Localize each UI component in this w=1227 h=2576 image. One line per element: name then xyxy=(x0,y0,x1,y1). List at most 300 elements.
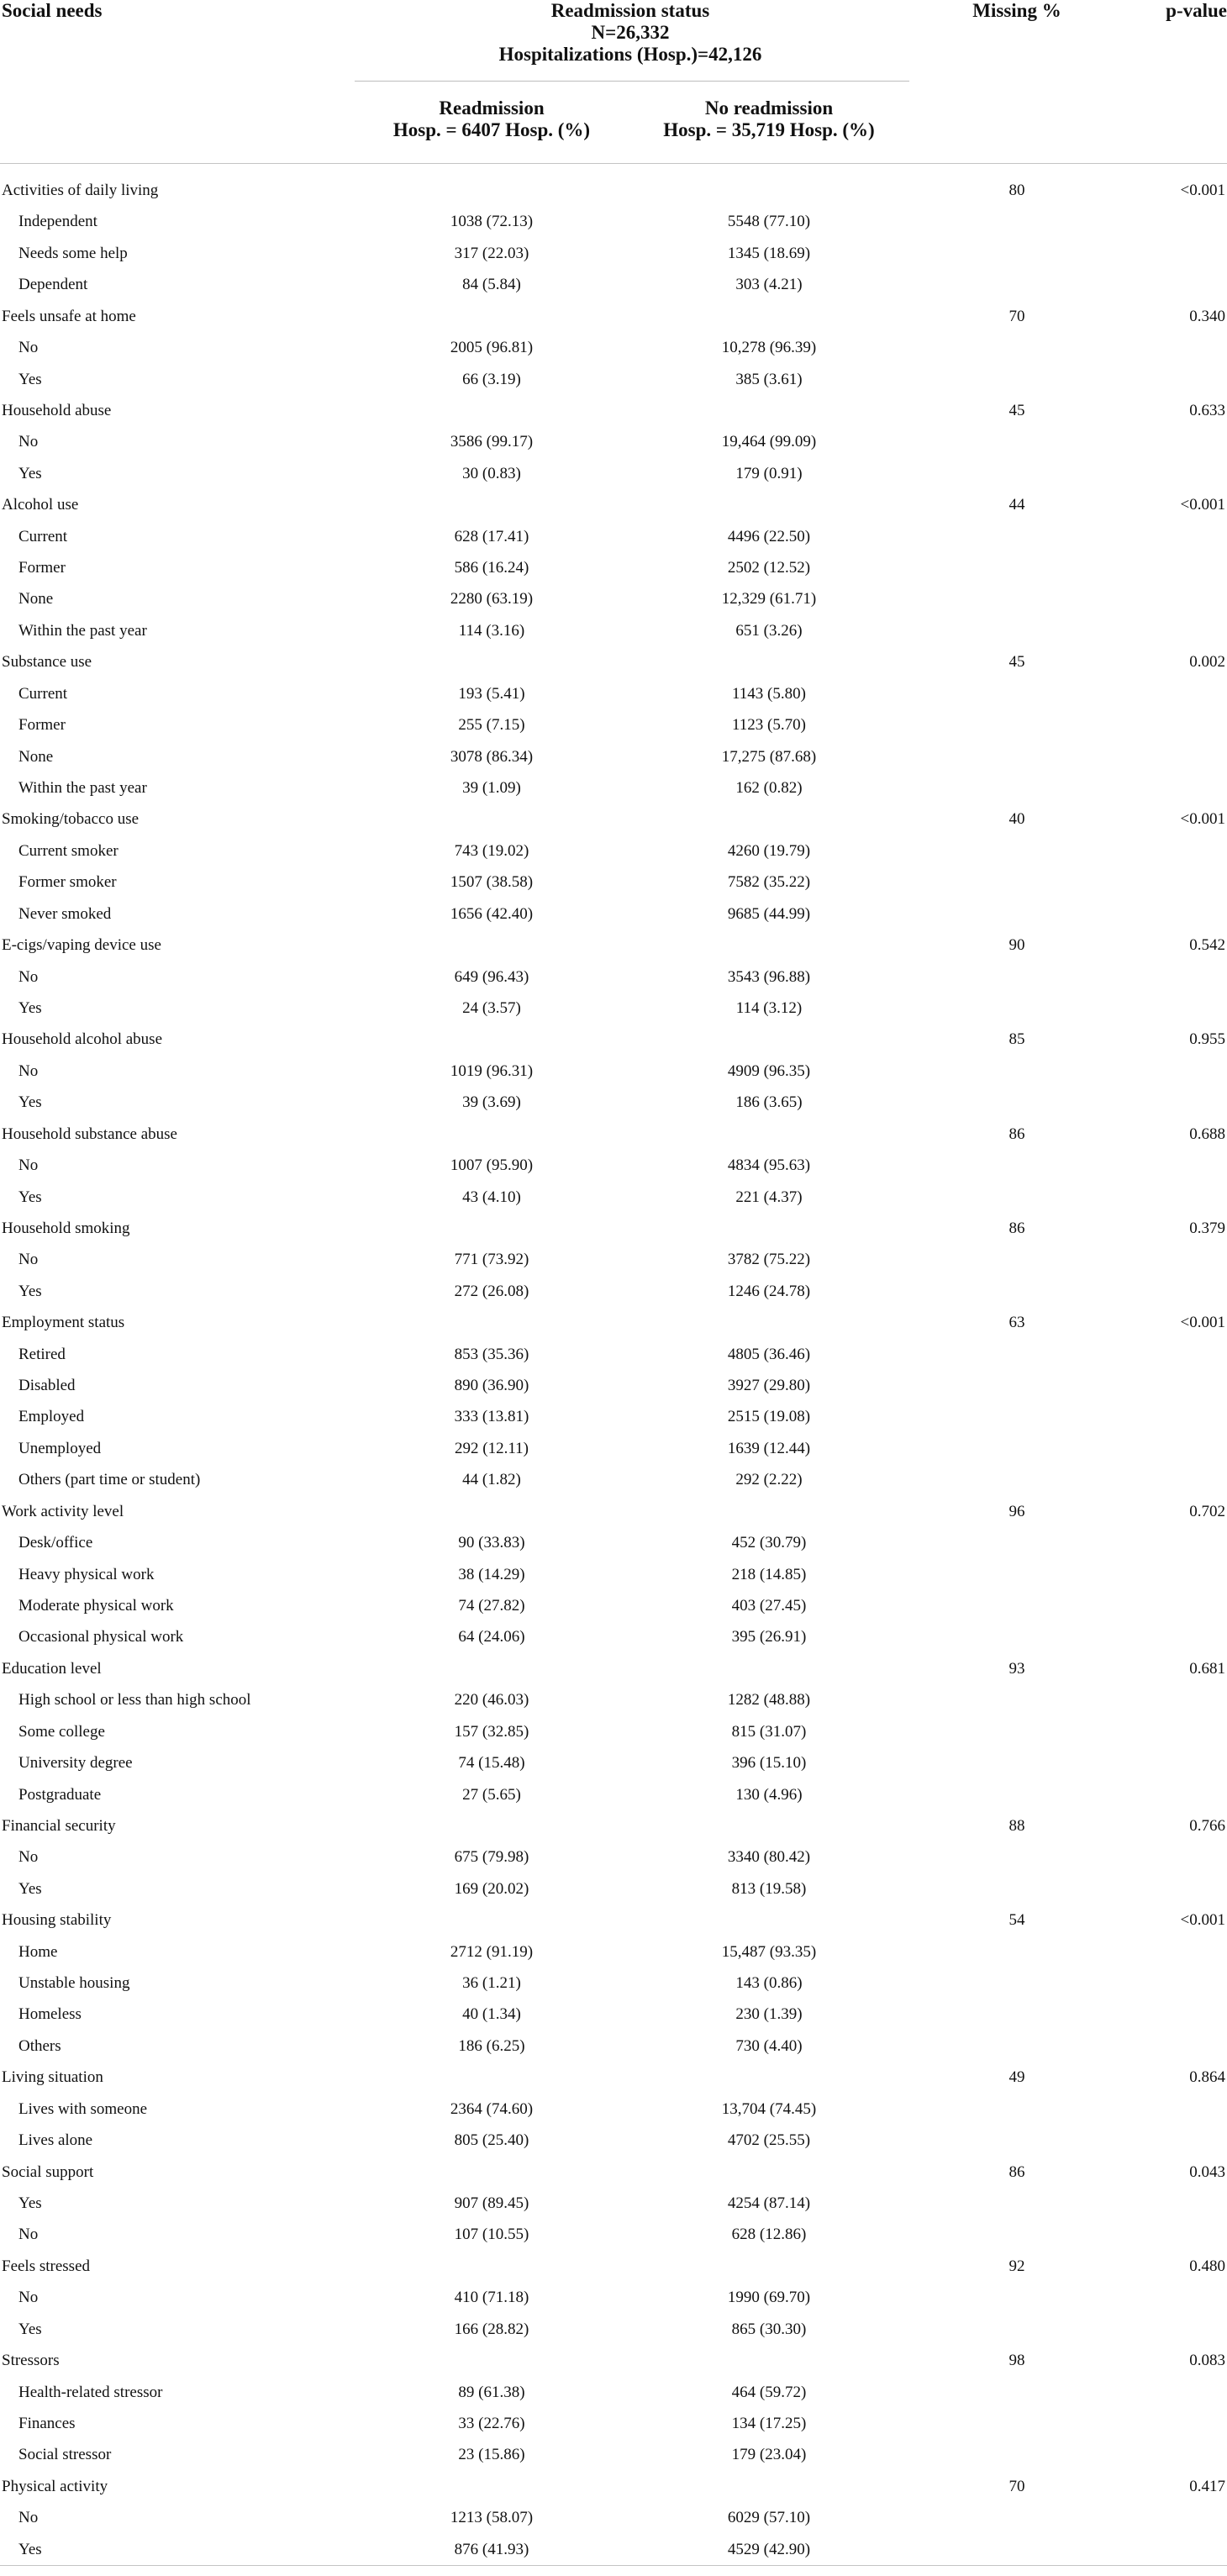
table-row xyxy=(0,1433,1227,1464)
header-n-total: N=26,332 xyxy=(591,22,670,43)
cell-missing: 86 xyxy=(1008,1125,1025,1143)
cell-no-readmission: 730 (4.40) xyxy=(735,2036,803,2055)
cell-label: Never smoked xyxy=(18,904,112,923)
cell-label: Unstable housing xyxy=(18,1974,130,1993)
cell-pvalue: <0.001 xyxy=(1180,1314,1225,1332)
cell-readmission: 586 (16.24) xyxy=(454,559,529,577)
table-row xyxy=(0,238,1227,269)
cell-no-readmission: 1143 (5.80) xyxy=(732,684,806,703)
table-row xyxy=(0,552,1227,583)
cell-label: Current xyxy=(18,527,68,545)
cell-no-readmission: 815 (31.07) xyxy=(731,1722,807,1741)
cell-label: Health-related stressor xyxy=(18,2383,163,2401)
cell-no-readmission: 179 (0.91) xyxy=(735,464,803,482)
table-row xyxy=(0,961,1227,993)
cell-pvalue: 0.002 xyxy=(1189,653,1225,672)
cell-label: Current smoker xyxy=(18,841,118,860)
cell-readmission: 2364 (74.60) xyxy=(450,2099,534,2118)
cell-no-readmission: 1345 (18.69) xyxy=(727,244,811,262)
cell-readmission: 628 (17.41) xyxy=(454,527,529,545)
table-row xyxy=(0,2502,1227,2533)
cell-missing: 93 xyxy=(1008,1659,1025,1678)
cell-label: None xyxy=(18,747,54,766)
cell-no-readmission: 9685 (44.99) xyxy=(727,904,811,923)
cell-label: No xyxy=(18,339,39,357)
table-row xyxy=(0,2314,1227,2345)
header-rule xyxy=(0,163,1227,164)
cell-label: Yes xyxy=(18,1188,42,1206)
cell-label: Heavy physical work xyxy=(18,1565,155,1583)
header-hospitalizations: Hospitalizations (Hosp.)=42,126 xyxy=(498,44,762,65)
cell-label: University degree xyxy=(18,1754,133,1773)
cell-no-readmission: 218 (14.85) xyxy=(731,1565,807,1583)
cell-label: Financial security xyxy=(2,1816,116,1835)
table-row-category xyxy=(0,2157,1227,2188)
cell-label: No xyxy=(18,2509,39,2527)
cell-label: Occasional physical work xyxy=(18,1628,184,1646)
cell-no-readmission: 403 (27.45) xyxy=(731,1596,807,1615)
cell-label: Current xyxy=(18,684,68,703)
cell-no-readmission: 186 (3.65) xyxy=(735,1093,803,1112)
cell-label: Housing stability xyxy=(2,1911,112,1930)
table-row xyxy=(0,709,1227,740)
cell-readmission: 114 (3.16) xyxy=(458,621,525,640)
cell-missing: 98 xyxy=(1008,2352,1025,2370)
cell-no-readmission: 221 (4.37) xyxy=(735,1188,803,1206)
cell-label: Former smoker xyxy=(18,873,117,892)
table-row xyxy=(0,1999,1227,2030)
cell-label: No xyxy=(18,2289,39,2307)
table-row xyxy=(0,269,1227,300)
cell-no-readmission: 4805 (36.46) xyxy=(727,1345,811,1363)
cell-missing: 85 xyxy=(1008,1030,1025,1049)
cell-readmission: 66 (3.19) xyxy=(462,370,521,388)
cell-no-readmission: 303 (4.21) xyxy=(735,276,803,294)
cell-no-readmission: 2502 (12.52) xyxy=(727,559,811,577)
table-row xyxy=(0,1182,1227,1213)
cell-pvalue: 0.864 xyxy=(1189,2068,1225,2087)
cell-label: Homeless xyxy=(18,2005,82,2024)
table-row xyxy=(0,1779,1227,1810)
cell-no-readmission: 4702 (25.55) xyxy=(727,2131,811,2150)
cell-no-readmission: 628 (12.86) xyxy=(731,2226,807,2244)
cell-label: Others (part time or student) xyxy=(18,1471,201,1489)
cell-no-readmission: 6029 (57.10) xyxy=(727,2509,811,2527)
table-row xyxy=(0,1590,1227,1621)
cell-readmission: 1038 (72.13) xyxy=(450,213,534,231)
cell-pvalue: 0.379 xyxy=(1189,1219,1225,1237)
cell-readmission: 24 (3.57) xyxy=(462,998,521,1017)
cell-readmission: 1656 (42.40) xyxy=(450,904,534,923)
cell-readmission: 74 (15.48) xyxy=(458,1754,525,1773)
cell-pvalue: 0.688 xyxy=(1189,1125,1225,1143)
cell-readmission: 3586 (99.17) xyxy=(450,433,534,451)
cell-readmission: 169 (20.02) xyxy=(454,1879,529,1898)
table-body xyxy=(0,175,1227,2565)
cell-readmission: 649 (96.43) xyxy=(454,967,529,986)
table-row xyxy=(0,1401,1227,1432)
cell-no-readmission: 230 (1.39) xyxy=(735,2005,803,2024)
cell-readmission: 90 (33.83) xyxy=(458,1534,525,1552)
cell-label: Finances xyxy=(18,2414,76,2432)
table-row-category xyxy=(0,489,1227,520)
cell-label: No xyxy=(18,1156,39,1175)
cell-label: Yes xyxy=(18,1282,42,1300)
header-readmission-sub: Hosp. = 6407 Hosp. (%) xyxy=(392,119,591,140)
cell-pvalue: 0.083 xyxy=(1189,2352,1225,2370)
cell-label: Yes xyxy=(18,2540,42,2558)
cell-pvalue: <0.001 xyxy=(1180,182,1225,199)
cell-label: No xyxy=(18,433,39,451)
table-row-category xyxy=(0,2345,1227,2376)
header-missing: Missing % xyxy=(972,0,1061,21)
cell-readmission: 30 (0.83) xyxy=(462,464,521,482)
table-row-category xyxy=(0,1653,1227,1684)
cell-readmission: 853 (35.36) xyxy=(454,1345,529,1363)
cell-pvalue: 0.417 xyxy=(1189,2477,1225,2495)
cell-no-readmission: 1246 (24.78) xyxy=(727,1282,811,1300)
cell-readmission: 36 (1.21) xyxy=(462,1974,521,1993)
cell-readmission: 410 (71.18) xyxy=(454,2289,529,2307)
cell-label: None xyxy=(18,590,54,608)
table-row xyxy=(0,1244,1227,1275)
cell-label: Living situation xyxy=(2,2068,103,2087)
table-row xyxy=(0,583,1227,614)
cell-readmission: 193 (5.41) xyxy=(458,684,525,703)
cell-label: Employed xyxy=(18,1408,85,1426)
table-row xyxy=(0,2094,1227,2125)
cell-label: No xyxy=(18,2226,39,2244)
cell-readmission: 1507 (38.58) xyxy=(450,873,534,892)
table-row-category xyxy=(0,1904,1227,1936)
table-row xyxy=(0,521,1227,552)
table-row xyxy=(0,332,1227,363)
cell-readmission: 33 (22.76) xyxy=(458,2414,525,2432)
table-row xyxy=(0,1747,1227,1778)
cell-label: Retired xyxy=(18,1345,66,1363)
header-no-readmission-title: No readmission xyxy=(704,97,834,119)
cell-label: Yes xyxy=(18,370,42,388)
table-row-category xyxy=(0,1119,1227,1150)
cell-no-readmission: 1639 (12.44) xyxy=(727,1439,811,1457)
table-row xyxy=(0,2031,1227,2062)
table-row xyxy=(0,1968,1227,1999)
table-row-category xyxy=(0,2471,1227,2502)
cell-label: Social support xyxy=(2,2162,94,2181)
cell-label: Disabled xyxy=(18,1377,76,1395)
cell-no-readmission: 651 (3.26) xyxy=(735,621,803,640)
cell-readmission: 3078 (86.34) xyxy=(450,747,534,766)
cell-readmission: 2005 (96.81) xyxy=(450,339,534,357)
cell-pvalue: 0.340 xyxy=(1189,307,1225,325)
cell-readmission: 74 (27.82) xyxy=(458,1596,525,1615)
cell-readmission: 2280 (63.19) xyxy=(450,590,534,608)
cell-no-readmission: 813 (19.58) xyxy=(731,1879,807,1898)
cell-pvalue: <0.001 xyxy=(1180,1911,1225,1930)
cell-label: No xyxy=(18,1251,39,1269)
cell-missing: 45 xyxy=(1008,401,1025,419)
cell-pvalue: 0.702 xyxy=(1189,1502,1225,1520)
table-row xyxy=(0,1370,1227,1401)
table-row-category xyxy=(0,646,1227,677)
cell-label: Yes xyxy=(18,998,42,1017)
cell-readmission: 2712 (91.19) xyxy=(450,1942,534,1961)
cell-no-readmission: 7582 (35.22) xyxy=(727,873,811,892)
cell-label: Smoking/tobacco use xyxy=(2,810,140,829)
table-row xyxy=(0,2219,1227,2250)
cell-readmission: 890 (36.90) xyxy=(454,1377,529,1395)
cell-label: Work activity level xyxy=(2,1502,124,1520)
cell-no-readmission: 3543 (96.88) xyxy=(727,967,811,986)
table-row xyxy=(0,1527,1227,1558)
cell-no-readmission: 292 (2.22) xyxy=(735,1471,803,1489)
cell-readmission: 876 (41.93) xyxy=(454,2540,529,2558)
table-header xyxy=(0,0,1227,165)
table-row-category xyxy=(0,1496,1227,1527)
cell-missing: 86 xyxy=(1008,2162,1025,2181)
cell-pvalue: <0.001 xyxy=(1180,810,1225,829)
cell-pvalue: 0.681 xyxy=(1189,1659,1225,1678)
cell-label: Others xyxy=(18,2036,61,2055)
table-row xyxy=(0,2125,1227,2156)
cell-label: Former xyxy=(18,559,66,577)
cell-label: No xyxy=(18,1848,39,1867)
cell-label: Household alcohol abuse xyxy=(2,1030,163,1049)
cell-missing: 54 xyxy=(1008,1911,1025,1930)
cell-no-readmission: 162 (0.82) xyxy=(735,779,803,798)
header-readmission-status-title: Readmission status xyxy=(550,0,710,21)
table-row-category xyxy=(0,1024,1227,1055)
table-row xyxy=(0,898,1227,930)
cell-label: Yes xyxy=(18,2320,42,2338)
cell-no-readmission: 4529 (42.90) xyxy=(727,2540,811,2558)
cell-label: Yes xyxy=(18,1879,42,1898)
cell-no-readmission: 4260 (19.79) xyxy=(727,841,811,860)
cell-missing: 45 xyxy=(1008,653,1025,672)
table-row xyxy=(0,2282,1227,2313)
cell-readmission: 255 (7.15) xyxy=(458,716,525,735)
cell-pvalue: <0.001 xyxy=(1180,496,1225,514)
cell-readmission: 317 (22.03) xyxy=(454,244,529,262)
cell-no-readmission: 3782 (75.22) xyxy=(727,1251,811,1269)
table-row xyxy=(0,364,1227,395)
cell-label: Yes xyxy=(18,464,42,482)
cell-no-readmission: 396 (15.10) xyxy=(731,1754,807,1773)
table-row xyxy=(0,458,1227,489)
table-row xyxy=(0,1716,1227,1747)
cell-no-readmission: 1990 (69.70) xyxy=(727,2289,811,2307)
cell-label: Activities of daily living xyxy=(2,182,159,199)
cell-label: Dependent xyxy=(18,276,88,294)
cell-no-readmission: 12,329 (61.71) xyxy=(721,590,817,608)
cell-missing: 92 xyxy=(1008,2257,1025,2275)
cell-pvalue: 0.955 xyxy=(1189,1030,1225,1049)
cell-label: Unemployed xyxy=(18,1439,102,1457)
cell-no-readmission: 13,704 (74.45) xyxy=(721,2099,817,2118)
cell-readmission: 272 (26.08) xyxy=(454,1282,529,1300)
cell-readmission: 23 (15.86) xyxy=(458,2446,525,2464)
cell-no-readmission: 4909 (96.35) xyxy=(727,1061,811,1080)
cell-readmission: 38 (14.29) xyxy=(458,1565,525,1583)
cell-readmission: 157 (32.85) xyxy=(454,1722,529,1741)
table-row xyxy=(0,1936,1227,1968)
cell-label: Alcohol use xyxy=(2,496,79,514)
cell-readmission: 27 (5.65) xyxy=(462,1785,521,1804)
table-row xyxy=(0,1841,1227,1873)
cell-readmission: 44 (1.82) xyxy=(462,1471,521,1489)
cell-missing: 70 xyxy=(1008,307,1025,325)
header-no-readmission-sub: Hosp. = 35,719 Hosp. (%) xyxy=(663,119,875,140)
cell-label: High school or less than high school xyxy=(18,1691,251,1709)
cell-label: Postgraduate xyxy=(18,1785,102,1804)
cell-no-readmission: 3340 (80.42) xyxy=(727,1848,811,1867)
cell-no-readmission: 4834 (95.63) xyxy=(727,1156,811,1175)
cell-label: Former xyxy=(18,716,66,735)
table-row xyxy=(0,1464,1227,1495)
cell-no-readmission: 130 (4.96) xyxy=(735,1785,803,1804)
header-pvalue: p-value xyxy=(1166,0,1227,21)
cell-label: Household abuse xyxy=(2,401,112,419)
cell-label: No xyxy=(18,1061,39,1080)
table-row xyxy=(0,2439,1227,2470)
table-row xyxy=(0,426,1227,457)
table-row xyxy=(0,741,1227,772)
cell-no-readmission: 114 (3.12) xyxy=(735,998,803,1017)
cell-readmission: 89 (61.38) xyxy=(458,2383,525,2401)
table-row xyxy=(0,1087,1227,1118)
cell-label: Physical activity xyxy=(2,2477,108,2495)
cell-readmission: 166 (28.82) xyxy=(454,2320,529,2338)
cell-label: Independent xyxy=(18,213,97,231)
cell-readmission: 84 (5.84) xyxy=(462,276,521,294)
cell-no-readmission: 4496 (22.50) xyxy=(727,527,811,545)
cell-label: Feels unsafe at home xyxy=(2,307,136,325)
table-row xyxy=(0,867,1227,898)
cell-missing: 90 xyxy=(1008,936,1025,955)
table-row-category xyxy=(0,2251,1227,2282)
cell-label: Home xyxy=(18,1942,58,1961)
cell-readmission: 39 (1.09) xyxy=(462,779,521,798)
cell-readmission: 907 (89.45) xyxy=(454,2194,529,2212)
cell-label: Desk/office xyxy=(18,1534,93,1552)
cell-no-readmission: 15,487 (93.35) xyxy=(721,1942,817,1961)
table-row xyxy=(0,1684,1227,1715)
cell-label: Feels stressed xyxy=(2,2257,91,2275)
cell-readmission: 1019 (96.31) xyxy=(450,1061,534,1080)
cell-no-readmission: 134 (17.25) xyxy=(731,2414,807,2432)
table-row xyxy=(0,206,1227,237)
cell-readmission: 107 (10.55) xyxy=(454,2226,529,2244)
cell-no-readmission: 385 (3.61) xyxy=(735,370,803,388)
cell-no-readmission: 1282 (48.88) xyxy=(727,1691,811,1709)
cell-label: Employment status xyxy=(2,1314,125,1332)
cell-missing: 49 xyxy=(1008,2068,1025,2087)
cell-readmission: 186 (6.25) xyxy=(458,2036,525,2055)
cell-no-readmission: 865 (30.30) xyxy=(731,2320,807,2338)
cell-no-readmission: 452 (30.79) xyxy=(731,1534,807,1552)
cell-missing: 86 xyxy=(1008,1219,1025,1237)
cell-label: Yes xyxy=(18,2194,42,2212)
cell-no-readmission: 4254 (87.14) xyxy=(727,2194,811,2212)
cell-no-readmission: 5548 (77.10) xyxy=(727,213,811,231)
table-row xyxy=(0,835,1227,867)
cell-readmission: 40 (1.34) xyxy=(462,2005,521,2024)
cell-label: Education level xyxy=(2,1659,102,1678)
cell-readmission: 1213 (58.07) xyxy=(450,2509,534,2527)
cell-no-readmission: 3927 (29.80) xyxy=(727,1377,811,1395)
cell-pvalue: 0.542 xyxy=(1189,936,1225,955)
table-row-category xyxy=(0,2062,1227,2093)
table-row xyxy=(0,678,1227,709)
header-readmission-status xyxy=(353,0,908,66)
cell-missing: 88 xyxy=(1008,1816,1025,1835)
table-row xyxy=(0,2377,1227,2408)
table-row xyxy=(0,615,1227,646)
table-row-category xyxy=(0,803,1227,835)
cell-readmission: 805 (25.40) xyxy=(454,2131,529,2150)
cell-readmission: 64 (24.06) xyxy=(458,1628,525,1646)
cell-no-readmission: 2515 (19.08) xyxy=(727,1408,811,1426)
table-row-category xyxy=(0,1307,1227,1338)
cell-label: Stressors xyxy=(2,2352,60,2370)
header-social-needs: Social needs xyxy=(2,0,103,21)
cell-readmission: 743 (19.02) xyxy=(454,841,529,860)
cell-pvalue: 0.480 xyxy=(1189,2257,1225,2275)
cell-label: Lives with someone xyxy=(18,2099,148,2118)
cell-label: Within the past year xyxy=(18,779,147,798)
table-row xyxy=(0,1150,1227,1181)
header-group-divider xyxy=(355,81,909,82)
table-row-category xyxy=(0,930,1227,961)
cell-label: Household smoking xyxy=(2,1219,130,1237)
table-row-category xyxy=(0,395,1227,426)
cell-missing: 63 xyxy=(1008,1314,1025,1332)
cell-readmission: 675 (79.98) xyxy=(454,1848,529,1867)
cell-label: Needs some help xyxy=(18,244,128,262)
cell-missing: 40 xyxy=(1008,810,1025,829)
cell-label: E-cigs/vaping device use xyxy=(2,936,161,955)
table-row xyxy=(0,1276,1227,1307)
table-row xyxy=(0,1559,1227,1590)
table-row xyxy=(0,1873,1227,1904)
table-row xyxy=(0,2188,1227,2219)
cell-readmission: 220 (46.03) xyxy=(454,1691,529,1709)
table-row-category xyxy=(0,1810,1227,1841)
table-row xyxy=(0,1621,1227,1652)
cell-no-readmission: 19,464 (99.09) xyxy=(721,433,817,451)
cell-readmission: 333 (13.81) xyxy=(454,1408,529,1426)
cell-no-readmission: 10,278 (96.39) xyxy=(721,339,817,357)
table-row-category xyxy=(0,301,1227,332)
cell-no-readmission: 395 (26.91) xyxy=(731,1628,807,1646)
table-row xyxy=(0,993,1227,1024)
cell-label: Some college xyxy=(18,1722,105,1741)
cell-pvalue: 0.043 xyxy=(1189,2162,1225,2181)
cell-label: Moderate physical work xyxy=(18,1596,174,1615)
cell-label: Substance use xyxy=(2,653,92,672)
cell-label: No xyxy=(18,967,39,986)
table-row-category xyxy=(0,1213,1227,1244)
cell-no-readmission: 179 (23.04) xyxy=(731,2446,807,2464)
header-readmission-title: Readmission xyxy=(439,97,545,119)
cell-no-readmission: 17,275 (87.68) xyxy=(721,747,817,766)
table-bottom-rule xyxy=(0,2565,1227,2566)
table-row xyxy=(0,2408,1227,2439)
cell-label: Household substance abuse xyxy=(2,1125,177,1143)
cell-readmission: 39 (3.69) xyxy=(462,1093,521,1112)
cell-pvalue: 0.766 xyxy=(1189,1816,1225,1835)
cell-no-readmission: 1123 (5.70) xyxy=(732,716,806,735)
